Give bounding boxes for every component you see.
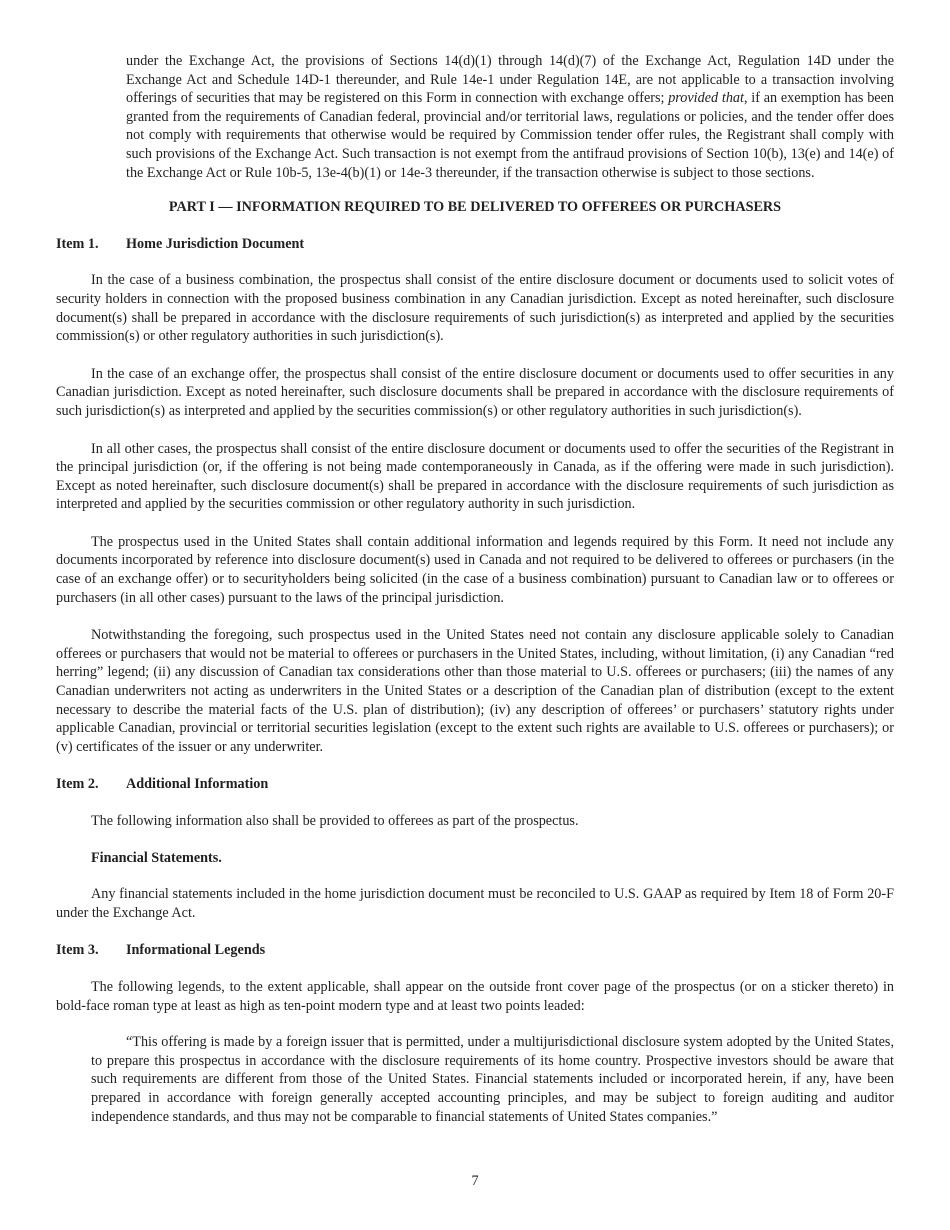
item2-title: Additional Information — [126, 776, 269, 793]
page-number: 7 — [471, 1173, 479, 1189]
item2-body: Any financial statements included in the home jurisdiction document must be reconciled to U.S. GAAP as required by Item 18 of Form 20-F under the Exchange Act. — [56, 886, 894, 921]
item1-heading — [56, 235, 894, 254]
item2-number: Item 2. — [56, 776, 99, 793]
item2-heading — [56, 775, 894, 794]
item1-paragraph: In all other cases, the prospectus shall consist of the entire disclosure document or documents used to offer the securities of the Registrant in the principal jurisdiction (or, if the offering is not being made contemporaneously in Canada, as if the offering were made in such jurisdiction). Except as noted hereinafter, such disclosure document(s) shall be prepared in accordance with the disclosure requirements of such jurisdiction as interpreted and applied by the securities commission or other regulatory authority in such jurisdiction. — [56, 440, 894, 513]
item3-number: Item 3. — [56, 942, 99, 959]
intro-paragraph — [56, 52, 894, 182]
item1-title: Home Jurisdiction Document — [126, 235, 305, 252]
item1-paragraph: Notwithstanding the foregoing, such prospectus used in the United States need not contain any disclosure applicable solely to Canadian offerees or purchasers that would not be material to offerees or purchasers in the United States, including, without limitation, (i) any Canadian “red herring” legend; (ii) any discussion of Canadian tax considerations other than those material to U.S. offerees or purchasers; (iii) the names of any Canadian underwriters not acting as underwriters in the United States or a description of the Canadian plan of distribution (except to the extent necessary to describe the material facts of the U.S. plan of distribution); (iv) any description of offerees’ or purchasers’ statutory rights under applicable Canadian, provincial or territorial securities legislation (except to the extent such rights are available to U.S. offerees or purchasers); or (v) certificates of the issuer or any underwriter. — [56, 627, 894, 755]
item2-subheading: Financial Statements. — [91, 849, 222, 866]
document-page — [56, 52, 894, 1126]
intro-text-b: , if an exemption has been granted from the requirements of Canadian federal, provincial and/or territorial laws, regulations or policies, and the tender offer does not comply with requirements that otherwise would be required by Commission tender offer rules, the Registrant shall comply with such provisions of the Exchange Act. Such transaction is not exempt from the antifraud provisions of Section 10(b), 13(e) and 14(e) of the Exchange Act or Rule 10b-5, 13e-4(b)(1) or 14e-3 thereunder, if the transaction otherwise is subject to those sections. — [126, 90, 894, 181]
item3-title: Informational Legends — [126, 942, 266, 959]
item2-intro: The following information also shall be provided to offerees as part of the prospectus. — [91, 813, 579, 829]
item3-legend-quote: “This offering is made by a foreign issuer that is permitted, under a multijurisdictional disclosure system adopted by the United States, to prepare this prospectus in accordance with the disclosure requirements of its home country. Prospective investors should be aware that such requirements are different from those of the United States. Financial statements included or incorporated herein, if any, have been prepared in accordance with foreign generally accepted accounting principles, and may be subject to foreign auditing and auditor independence standards, and thus may not be comparable to financial statements of United States companies.” — [91, 1034, 894, 1125]
item3-intro: The following legends, to the extent applicable, shall appear on the outside front cover page of the prospectus (or on a sticker thereto) in bold-face roman type at least as high as ten-point modern type and at least two points leaded: — [56, 978, 894, 1014]
item1-number: Item 1. — [56, 235, 99, 252]
intro-text-a: under the Exchange Act, the provisions of Sections 14(d)(1) through 14(d)(7) of the Exchange Act, Regulation 14D under the Exchange Act and Schedule 14D-1 thereunder, and Rule 14e-1 under Regulation 14E, are not applicable to a transaction involving offerings of securities that may be registered on this Form in connection with exchange offers; — [126, 53, 894, 107]
item1-paragraph: The prospectus used in the United States shall contain additional information and legends required by this Form. It need not include any documents incorporated by reference into disclosure document(s) used in Canada and not required to be delivered to offerees or purchasers (in the case of an exchange offer) or to securityholders being solicited (in the case of a business combination) pursuant to Canadian law or to offerees or purchasers (in all other cases) pursuant to the laws of the principal jurisdiction. — [56, 533, 894, 606]
part-heading: PART I — INFORMATION REQUIRED TO BE DELIVERED TO OFFEREES OR PURCHASERS — [168, 199, 782, 216]
item1-paragraph: In the case of an exchange offer, the prospectus shall consist of the entire disclosure document or documents used to offer securities in any Canadian jurisdiction. Except as noted hereinafter, such disclosure documents shall be prepared in accordance with the disclosure requirements of such jurisdiction(s) as interpreted and applied by the securities commission(s) or other regulatory authorities in such jurisdiction(s). — [56, 365, 894, 419]
intro-italic: provided that — [668, 90, 744, 107]
item3-heading — [56, 941, 894, 960]
item1-paragraph: In the case of a business combination, the prospectus shall consist of the entire disclosure document or documents used to solicit votes of security holders in connection with the proposed business combination in any Canadian jurisdiction. Except as noted hereinafter, such disclosure document(s) shall be prepared in accordance with the disclosure requirements of such jurisdiction(s) as interpreted and applied by the securities commission(s) or other regulatory authorities in such jurisdiction(s). — [56, 272, 894, 345]
